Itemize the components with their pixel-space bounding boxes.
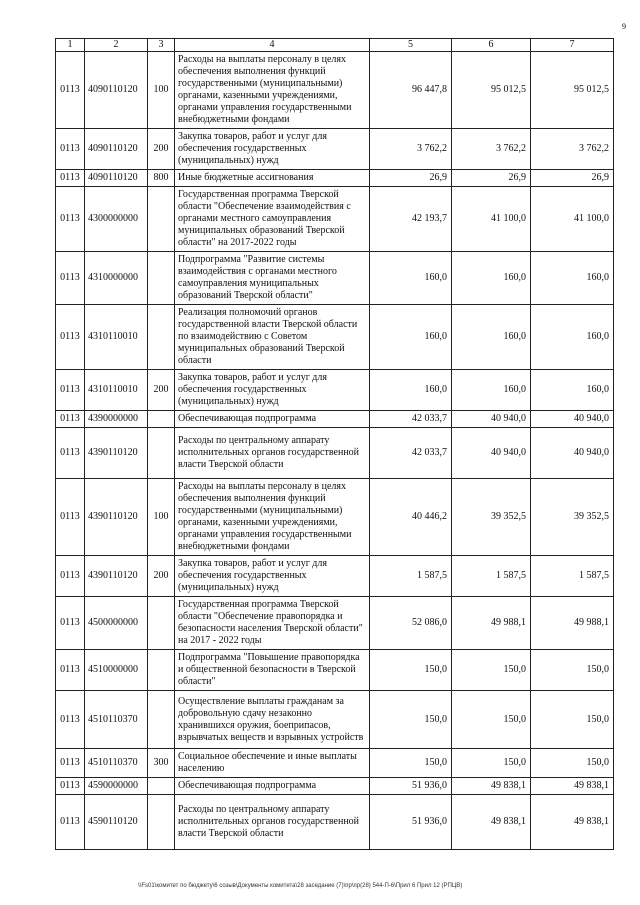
description-cell: Закупка товаров, работ и услуг для обеспечения государственных (муниципальных) нужд [175,556,370,597]
expense-type-cell: 200 [148,129,175,170]
expense-type-cell: 200 [148,370,175,411]
table-row [56,479,614,556]
amount-2022-cell: 49 838,1 [531,795,614,850]
table-row [56,650,614,691]
target-article-cell: 4310110010 [85,305,148,370]
target-article-cell: 4310110010 [85,370,148,411]
description-cell: Реализация полномочий органов государственной власти Тверской области по взаимодействию с Советом муниципальных образований Тверской области [175,305,370,370]
table-row [56,795,614,850]
section-cell: 0113 [56,556,85,597]
amount-2020-cell: 40 446,2 [370,479,452,556]
description-cell: Закупка товаров, работ и услуг для обеспечения государственных (муниципальных) нужд [175,129,370,170]
amount-2021-cell: 3 762,2 [452,129,531,170]
table-row [56,187,614,252]
section-cell: 0113 [56,52,85,129]
description-cell: Расходы на выплаты персоналу в целях обеспечения выполнения функций государственными (муниципальными) органами, казенными учреждениями, органами управления государственными внебюджетными фондами [175,52,370,129]
amount-2022-cell: 26,9 [531,170,614,187]
header-cell: 5 [370,39,452,52]
section-cell: 0113 [56,187,85,252]
amount-2020-cell: 1 587,5 [370,556,452,597]
expense-type-cell [148,691,175,749]
target-article-cell: 4390110120 [85,556,148,597]
expense-type-cell [148,428,175,479]
table-row [56,370,614,411]
description-cell: Расходы по центральному аппарату исполнительных органов государственной власти Тверской области [175,795,370,850]
description-cell: Расходы по центральному аппарату исполнительных органов государственной власти Тверской области [175,428,370,479]
amount-2021-cell: 160,0 [452,370,531,411]
amount-2020-cell: 160,0 [370,252,452,305]
amount-2021-cell: 49 988,1 [452,597,531,650]
target-article-cell: 4500000000 [85,597,148,650]
description-cell: Социальное обеспечение и иные выплаты населению [175,749,370,778]
target-article-cell: 4390110120 [85,428,148,479]
target-article-cell: 4090110120 [85,170,148,187]
amount-2020-cell: 51 936,0 [370,778,452,795]
target-article-cell: 4510110370 [85,749,148,778]
header-cell: 4 [175,39,370,52]
expense-type-cell: 800 [148,170,175,187]
amount-2021-cell: 26,9 [452,170,531,187]
amount-2020-cell: 150,0 [370,691,452,749]
amount-2021-cell: 40 940,0 [452,428,531,479]
target-article-cell: 4310000000 [85,252,148,305]
table-header-row [56,39,614,52]
target-article-cell: 4510110370 [85,691,148,749]
amount-2020-cell: 26,9 [370,170,452,187]
expense-type-cell [148,411,175,428]
description-cell: Подпрограмма "Повышение правопорядка и общественной безопасности в Тверской области" [175,650,370,691]
expense-type-cell [148,187,175,252]
description-cell: Закупка товаров, работ и услуг для обеспечения государственных (муниципальных) нужд [175,370,370,411]
amount-2021-cell: 49 838,1 [452,795,531,850]
table-row [56,52,614,129]
description-cell: Расходы на выплаты персоналу в целях обеспечения выполнения функций государственными (муниципальными) органами, казенными учреждениями, органами управления государственными внебюджетными фондами [175,479,370,556]
expense-type-cell: 300 [148,749,175,778]
target-article-cell: 4390110120 [85,479,148,556]
amount-2022-cell: 150,0 [531,650,614,691]
section-cell: 0113 [56,428,85,479]
amount-2022-cell: 40 940,0 [531,411,614,428]
amount-2022-cell: 3 762,2 [531,129,614,170]
amount-2020-cell: 3 762,2 [370,129,452,170]
amount-2022-cell: 49 988,1 [531,597,614,650]
expense-type-cell [148,252,175,305]
table-row [56,411,614,428]
target-article-cell: 4390000000 [85,411,148,428]
amount-2021-cell: 150,0 [452,749,531,778]
amount-2022-cell: 150,0 [531,691,614,749]
section-cell: 0113 [56,597,85,650]
header-cell: 2 [85,39,148,52]
target-article-cell: 4300000000 [85,187,148,252]
section-cell: 0113 [56,650,85,691]
amount-2022-cell: 160,0 [531,370,614,411]
section-cell: 0113 [56,370,85,411]
description-cell: Государственная программа Тверской области "Обеспечение правопорядка и безопасности населения Тверской области" на 2017 - 2022 годы [175,597,370,650]
expense-type-cell: 100 [148,479,175,556]
page-number: 9 [622,22,626,31]
header-cell: 7 [531,39,614,52]
amount-2021-cell: 95 012,5 [452,52,531,129]
amount-2020-cell: 150,0 [370,650,452,691]
budget-table [55,38,614,850]
amount-2020-cell: 42 033,7 [370,411,452,428]
section-cell: 0113 [56,691,85,749]
section-cell: 0113 [56,170,85,187]
target-article-cell: 4090110120 [85,129,148,170]
amount-2022-cell: 1 587,5 [531,556,614,597]
amount-2022-cell: 40 940,0 [531,428,614,479]
amount-2022-cell: 41 100,0 [531,187,614,252]
table-row [56,556,614,597]
amount-2020-cell: 160,0 [370,370,452,411]
description-cell: Государственная программа Тверской области "Обеспечение взаимодействия с органами местного самоуправления муниципальных образований Тверской области" на 2017-2022 годы [175,187,370,252]
table-row [56,305,614,370]
table-row [56,428,614,479]
section-cell: 0113 [56,305,85,370]
header-cell: 1 [56,39,85,52]
expense-type-cell [148,795,175,850]
amount-2021-cell: 49 838,1 [452,778,531,795]
target-article-cell: 4590000000 [85,778,148,795]
header-cell: 6 [452,39,531,52]
amount-2020-cell: 160,0 [370,305,452,370]
header-cell: 3 [148,39,175,52]
amount-2021-cell: 150,0 [452,650,531,691]
expense-type-cell [148,305,175,370]
section-cell: 0113 [56,778,85,795]
table-row [56,597,614,650]
description-cell: Обеспечивающая подпрограмма [175,411,370,428]
section-cell: 0113 [56,795,85,850]
amount-2020-cell: 150,0 [370,749,452,778]
amount-2020-cell: 42 193,7 [370,187,452,252]
expense-type-cell: 100 [148,52,175,129]
amount-2022-cell: 39 352,5 [531,479,614,556]
description-cell: Обеспечивающая подпрограмма [175,778,370,795]
table-row [56,749,614,778]
amount-2022-cell: 160,0 [531,252,614,305]
amount-2021-cell: 39 352,5 [452,479,531,556]
expense-type-cell [148,597,175,650]
section-cell: 0113 [56,479,85,556]
amount-2020-cell: 96 447,8 [370,52,452,129]
amount-2022-cell: 49 838,1 [531,778,614,795]
amount-2020-cell: 51 936,0 [370,795,452,850]
target-article-cell: 4510000000 [85,650,148,691]
amount-2021-cell: 41 100,0 [452,187,531,252]
amount-2022-cell: 150,0 [531,749,614,778]
amount-2021-cell: 1 587,5 [452,556,531,597]
table-row [56,691,614,749]
amount-2022-cell: 95 012,5 [531,52,614,129]
amount-2021-cell: 150,0 [452,691,531,749]
description-cell: Иные бюджетные ассигнования [175,170,370,187]
table-row [56,778,614,795]
amount-2022-cell: 160,0 [531,305,614,370]
target-article-cell: 4590110120 [85,795,148,850]
description-cell: Подпрограмма "Развитие системы взаимодействия с органами местного самоуправления муниципальных образований Тверской области" [175,252,370,305]
amount-2021-cell: 40 940,0 [452,411,531,428]
target-article-cell: 4090110120 [85,52,148,129]
amount-2021-cell: 160,0 [452,252,531,305]
section-cell: 0113 [56,129,85,170]
file-path-footer: \\Fs01\комитет по бюджету\6 созыв\Документы комитета\28 заседание (7)\пр\пр(28) 544-П-6\Прил 6 Прил 12 (РПЦВ) [138,883,463,889]
expense-type-cell: 200 [148,556,175,597]
expense-type-cell [148,778,175,795]
amount-2020-cell: 42 033,7 [370,428,452,479]
description-cell: Осуществление выплаты гражданам за добровольную сдачу незаконно хранившихся оружия, боеприпасов, взрывчатых веществ и взрывных устройств [175,691,370,749]
expense-type-cell [148,650,175,691]
table-row [56,170,614,187]
table-row [56,252,614,305]
section-cell: 0113 [56,411,85,428]
table-row [56,129,614,170]
section-cell: 0113 [56,749,85,778]
amount-2021-cell: 160,0 [452,305,531,370]
section-cell: 0113 [56,252,85,305]
amount-2020-cell: 52 086,0 [370,597,452,650]
